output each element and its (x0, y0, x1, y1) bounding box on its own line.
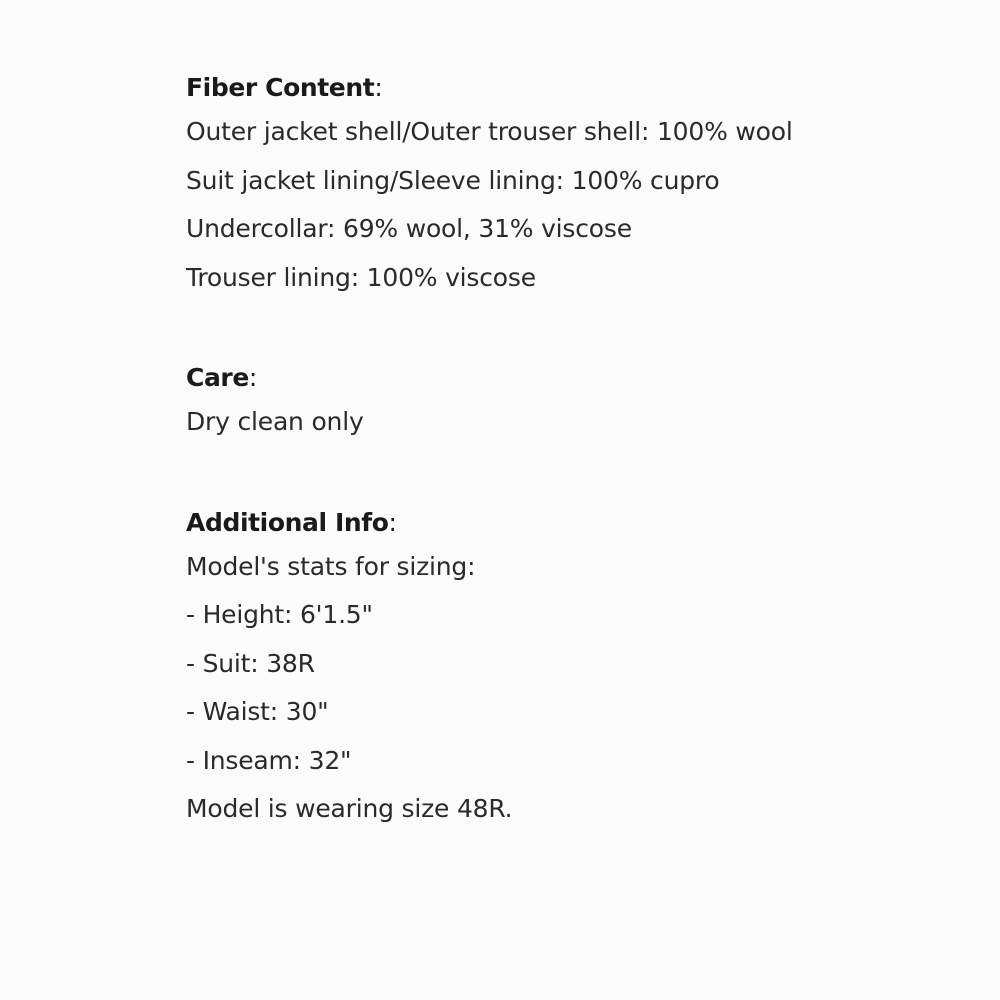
detail-line: - Suit: 38R (186, 648, 315, 678)
detail-line: - Height: 6'1.5" (186, 600, 373, 629)
detail-line: Model is wearing size 48R. (186, 794, 513, 823)
additional-info-section (186, 503, 946, 834)
section-heading (186, 503, 946, 543)
care-section (186, 358, 946, 447)
fiber-content-section (186, 68, 946, 302)
detail-line: Trouser lining: 100% viscose (186, 262, 536, 292)
heading-colon: : (374, 73, 383, 102)
detail-line: - Waist: 30" (186, 697, 329, 726)
section-heading (186, 68, 946, 108)
heading-label: Fiber Content (186, 73, 375, 102)
heading-label: Additional Info (186, 507, 389, 537)
detail-line: - Inseam: 32" (186, 745, 352, 775)
heading-colon: : (388, 507, 397, 537)
detail-line: Outer jacket shell/Outer trouser shell: 100% wool (186, 117, 793, 146)
detail-line: Model's stats for sizing: (186, 551, 476, 581)
detail-line: Undercollar: 69% wool, 31% viscose (186, 214, 632, 243)
heading-colon: : (248, 363, 258, 392)
detail-line: Suit jacket lining/Sleeve lining: 100% cupro (186, 165, 720, 195)
section-heading (186, 358, 946, 398)
heading-label: Care (186, 363, 249, 392)
detail-line: Dry clean only (186, 407, 364, 436)
product-details (186, 68, 946, 834)
